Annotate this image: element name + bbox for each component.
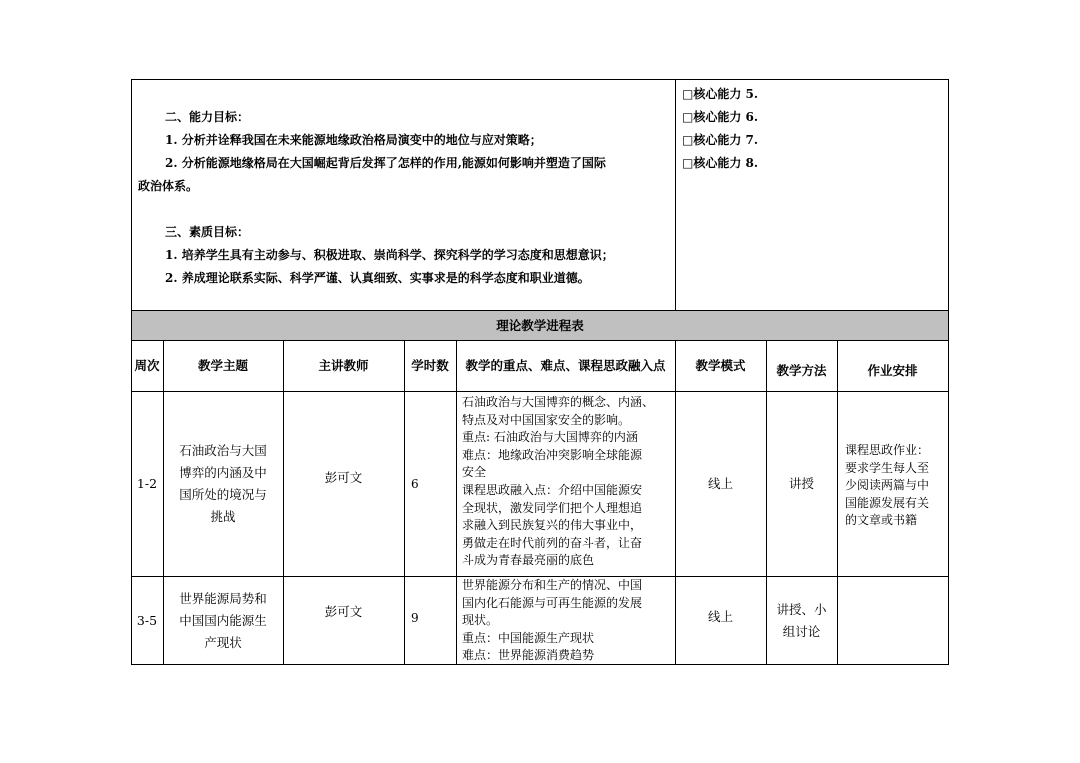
row2-method-line: 组讨论: [782, 623, 821, 639]
objectives-divider: [675, 79, 676, 310]
quality-item-2: 2. 养成理论联系实际、科学严谨、认真细致、实事求是的科学态度和职业道德。: [165, 271, 590, 285]
row2-content-line: 世界能源分布和生产的情况、中国: [462, 578, 643, 592]
row2-method-lines: [776, 599, 826, 643]
row2-method: [766, 577, 837, 664]
header-method: 教学方法: [776, 363, 827, 378]
core-ability-7: □核心能力 7.: [682, 133, 759, 147]
row1-topic-line: 国所处的境况与: [179, 487, 267, 502]
table-border-right: [948, 79, 949, 665]
ability-heading: 二、能力目标：: [165, 110, 250, 124]
table-border-top: [131, 79, 949, 80]
quality-item-1: 1. 培养学生具有主动参与、积极进取、崇尚科学、探究科学的学习态度和思想意识；: [165, 248, 614, 262]
row2-hours: 9: [411, 611, 419, 625]
ability-item-2b: 政治体系。: [138, 179, 199, 193]
row2-mode: 线上: [707, 609, 733, 624]
row1-method: 讲授: [788, 476, 814, 491]
row1-content-line: 全现状，激发同学们把个人理想追: [462, 500, 643, 515]
row2-content-line: 现状。: [462, 613, 499, 628]
row2-method-line: 讲授、小: [776, 601, 827, 617]
row2-topic-lines: [179, 588, 267, 654]
header-content: 教学的重点、难点、课程思政融入点: [465, 358, 666, 373]
row1-topic-line: 石油政治与大国: [179, 443, 267, 458]
row1-content-line: 求融入到民族复兴的伟大事业中，: [462, 518, 643, 533]
row1-hours: 6: [411, 477, 419, 491]
core-ability-6: □核心能力 6.: [682, 110, 759, 124]
row2-topic: [163, 577, 283, 664]
row1-content: [459, 394, 674, 570]
row2-topic-line: 世界能源局势和: [179, 590, 267, 606]
header-week: 周次: [134, 358, 160, 373]
row1-homework-line: 课程思政作业：: [845, 443, 930, 457]
row1-homework: [842, 442, 948, 530]
row1-week: 1-2: [136, 476, 158, 491]
row1-topic-line: 博弈的内涵及中: [179, 465, 267, 480]
row1-content-line: 斗成为青春最亮丽的底色: [462, 553, 595, 568]
row1-mode: 线上: [707, 476, 733, 491]
core-ability-5: □核心能力 5.: [682, 87, 759, 101]
row2-topic-line: 中国国内能源生: [179, 612, 267, 628]
row1-topic-lines: [179, 440, 267, 528]
row1-homework-line: 要求学生每人至: [845, 460, 930, 475]
row1-content-line: 课程思政融入点：介绍中国能源安: [462, 482, 643, 497]
header-teacher: 主讲教师: [318, 358, 369, 373]
row1-content-line: 特点及对中国国家安全的影响。: [462, 412, 631, 427]
row2-topic-line: 产现状: [204, 634, 242, 650]
row1-homework-line: 的文章或书籍: [845, 513, 918, 528]
quality-heading: 三、素质目标：: [165, 225, 250, 239]
row1-content-line: 石油政治与大国博弈的概念、内涵、: [462, 395, 655, 409]
header-homework: 作业安排: [867, 363, 918, 378]
row2-content: [459, 577, 674, 665]
row2-teacher: 彭可文: [324, 604, 363, 619]
schedule-title: 理论教学进程表: [496, 317, 584, 333]
row2-week: 3-5: [136, 612, 158, 628]
row1-homework-line: 少阅读两篇与中: [845, 478, 930, 493]
row1-teacher: 彭可文: [324, 470, 363, 485]
row1-homework-line: 国能源发展有关: [845, 495, 930, 510]
row2-content-line: 难点：世界能源消费趋势: [462, 648, 595, 663]
row1-content-line: 勇做走在时代前列的奋斗者，让奋: [462, 535, 643, 550]
row1-content-line: 难点：地缘政治冲突影响全球能源: [462, 447, 643, 462]
core-ability-8: □核心能力 8.: [682, 156, 759, 170]
row1-topic-line: 挑战: [210, 509, 236, 524]
row1-content-line: 安全: [462, 465, 487, 480]
header-hours: 学时数: [411, 358, 449, 373]
row1-topic: [163, 392, 283, 576]
header-mode: 教学模式: [695, 358, 746, 373]
row2-content-line: 重点：中国能源生产现状: [462, 630, 595, 645]
header-topic: 教学主题: [197, 358, 248, 373]
row2-content-line: 国内化石能源与可再生能源的发展: [462, 595, 643, 610]
ability-item-1: 1. 分析并诠释我国在未来能源地缘政治格局演变中的地位与应对策略；: [165, 133, 542, 147]
ability-item-2a: 2. 分析能源地缘格局在大国崛起背后发挥了怎样的作用,能源如何影响并塑造了国际: [165, 156, 606, 170]
row1-content-line: 重点: 石油政治与大国博弈的内涵: [462, 430, 638, 445]
